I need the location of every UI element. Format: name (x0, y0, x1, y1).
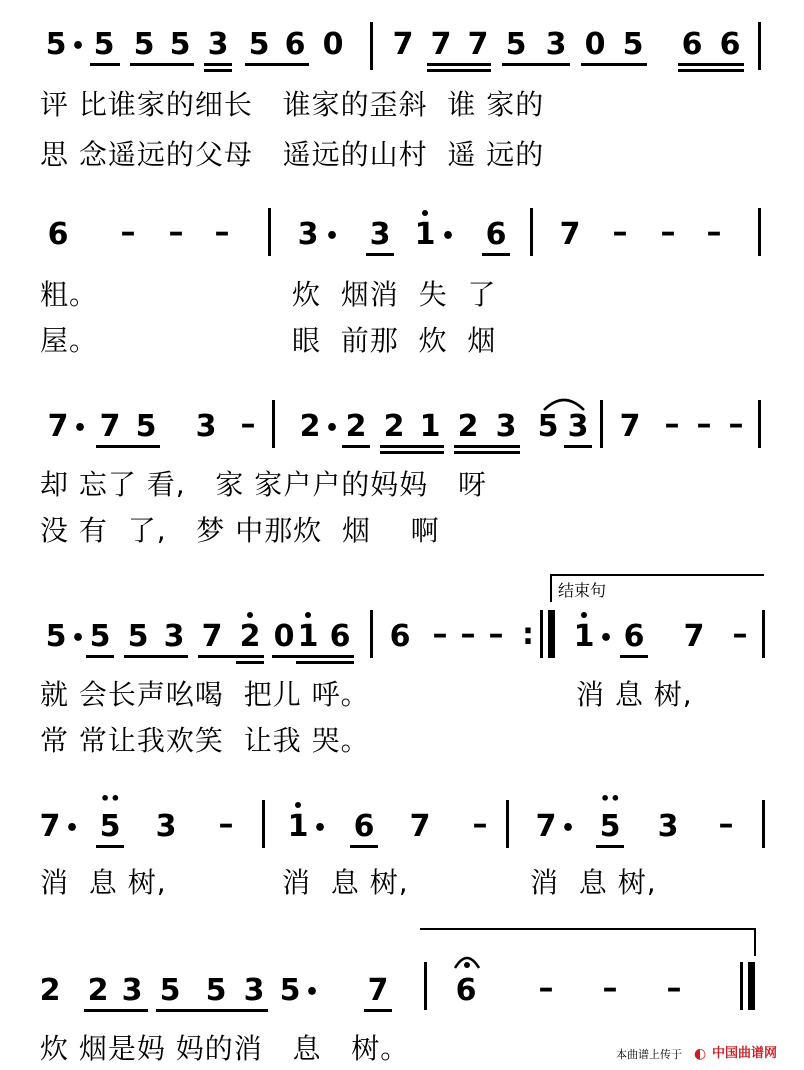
fermata-mark (452, 950, 482, 972)
underline (130, 63, 194, 66)
dash: – (214, 215, 230, 250)
barline (758, 400, 761, 448)
dot: • (324, 416, 340, 441)
octave-dot (247, 612, 253, 618)
note: 7 (392, 27, 414, 62)
barline (506, 800, 509, 848)
note: 7 (47, 409, 69, 444)
note: 7 (409, 809, 431, 844)
octave-dot (295, 802, 301, 808)
barline (758, 208, 761, 256)
ending-bracket (420, 928, 756, 930)
site-logo-icon: ◐ (694, 1046, 707, 1062)
underline (96, 845, 124, 848)
note: 2 (345, 409, 367, 444)
underline (581, 63, 647, 66)
barline (600, 400, 603, 448)
lyric-line: 炊 烟消 失 了 (292, 278, 497, 311)
barline (262, 800, 265, 848)
dash: – (120, 215, 136, 250)
octave-dot (422, 210, 428, 216)
note: 6 (719, 27, 741, 62)
lyric-line: 眼 前那 炊 烟 (292, 324, 497, 357)
ending-bracket-right (754, 928, 756, 956)
note: 6 (623, 619, 645, 654)
underline (84, 1009, 148, 1012)
lyric-line: 屋。 (40, 324, 99, 357)
note: 7 (39, 809, 61, 844)
dot: • (304, 980, 320, 1005)
note: 3 (243, 973, 265, 1008)
dot: • (70, 626, 86, 651)
underline (564, 445, 592, 448)
barline (530, 208, 533, 256)
note: 3 (163, 619, 185, 654)
dot: • (70, 34, 86, 59)
note: 6 (284, 27, 306, 62)
note: 5 (622, 27, 644, 62)
note: 3 (369, 217, 391, 252)
barline-thick (548, 610, 555, 658)
note: 3 (567, 409, 589, 444)
barline (740, 962, 743, 1010)
barline (370, 22, 373, 70)
barline (370, 610, 373, 658)
barline (762, 610, 765, 658)
note: 5 (133, 27, 155, 62)
upload-note: 本曲谱上传于 (616, 1048, 682, 1061)
note: 3 (155, 809, 177, 844)
note: 5 (93, 27, 115, 62)
note: 7 (467, 27, 489, 62)
lyric-line: 消 息 树, (40, 866, 167, 899)
lyric-line: 消 息 树, (576, 678, 693, 711)
dash: – (488, 617, 504, 652)
dash: – (218, 807, 234, 842)
note: 5 (135, 409, 157, 444)
note: 5 (127, 619, 149, 654)
note: 5 (537, 409, 559, 444)
underline (86, 655, 114, 658)
underline (90, 63, 120, 66)
note: 3 (657, 809, 679, 844)
note: 5 (99, 809, 121, 844)
ending-bracket (550, 574, 764, 576)
underline (366, 253, 394, 256)
underline (454, 445, 520, 448)
lyric-line: 思 念遥远的父母 遥远的山村 遥 远的 (40, 138, 545, 171)
underline (342, 445, 370, 448)
dot: • (598, 626, 614, 651)
dash: – (538, 971, 554, 1006)
repeat-dots: : (522, 617, 534, 652)
lyric-line: 常 常让我欢笑 让我 哭。 (40, 724, 370, 757)
lyric-line: 没 有 了, 梦 中那炊 烟 啊 (40, 514, 440, 547)
underline (596, 845, 624, 848)
dash: – (602, 971, 618, 1006)
underline (204, 69, 232, 72)
lyric-line: 消 息 树, (530, 866, 657, 899)
underline (620, 655, 648, 658)
underline (482, 253, 510, 256)
underline (350, 845, 378, 848)
dash: – (240, 407, 256, 442)
octave-dot (305, 612, 311, 618)
note: 5 (248, 27, 270, 62)
barline-thick (748, 962, 755, 1010)
note: 3 (495, 409, 517, 444)
lyric-line: 却 忘了 看, 家 家户户的妈妈 呀 (40, 468, 488, 501)
note: 2 (383, 409, 405, 444)
lyric-line: 炊 烟是妈 妈的消 息 树。 (40, 1032, 410, 1065)
underline (678, 69, 744, 72)
lyric-line: 消 息 树, (282, 866, 409, 899)
dash: – (432, 617, 448, 652)
note: 1 (287, 809, 309, 844)
note: 0 (322, 27, 344, 62)
note: 5 (45, 27, 67, 62)
note: 3 (195, 409, 217, 444)
note: 2 (457, 409, 479, 444)
underline (427, 69, 491, 72)
ending-bracket-left (550, 574, 552, 602)
note: 7 (430, 27, 452, 62)
underline (380, 451, 444, 454)
underline (198, 655, 264, 658)
underline (296, 661, 354, 664)
note: 5 (159, 973, 181, 1008)
note: 3 (121, 973, 143, 1008)
note: 6 (329, 619, 351, 654)
lyric-line: 评 比谁家的细长 谁家的歪斜 谁 家的 (40, 88, 545, 121)
note: 2 (87, 973, 109, 1008)
note: 0 (584, 27, 606, 62)
dash: – (732, 617, 748, 652)
dot: • (560, 816, 576, 841)
dot: • (64, 816, 80, 841)
note: 6 (485, 217, 507, 252)
ending-label: 结束句 (558, 581, 607, 600)
dash: – (718, 807, 734, 842)
note: 7 (99, 409, 121, 444)
site-logo: 中国曲谱网 (712, 1046, 778, 1061)
note: 5 (89, 619, 111, 654)
ornament-mark: •• (100, 789, 121, 808)
slur-mark (540, 392, 588, 414)
underline (678, 63, 744, 66)
lyric-line: 粗。 (40, 278, 99, 311)
dot: • (312, 816, 328, 841)
note: 3 (545, 27, 567, 62)
note: 7 (683, 619, 705, 654)
note: 7 (559, 217, 581, 252)
note: 6 (455, 973, 477, 1008)
note: 5 (205, 973, 227, 1008)
barline (272, 400, 275, 448)
note: 7 (367, 973, 389, 1008)
note: 0 (273, 619, 295, 654)
barline (758, 22, 761, 70)
dash: – (472, 807, 488, 842)
dash: – (664, 407, 680, 442)
dash: – (660, 215, 676, 250)
note: 6 (47, 217, 69, 252)
note: 5 (505, 27, 527, 62)
underline (454, 451, 520, 454)
barline (268, 208, 271, 256)
note: 7 (201, 619, 223, 654)
underline (96, 445, 160, 448)
note: 2 (299, 409, 321, 444)
dash: – (612, 215, 628, 250)
note: 1 (419, 409, 441, 444)
octave-dot (581, 612, 587, 618)
note: 3 (297, 217, 319, 252)
note: 3 (207, 27, 229, 62)
note: 1 (297, 619, 319, 654)
barline (424, 962, 427, 1010)
underline (502, 63, 570, 66)
dot: • (440, 224, 456, 249)
dash: – (168, 215, 184, 250)
underline (380, 445, 444, 448)
barline (540, 610, 543, 658)
note: 5 (169, 27, 191, 62)
underline (156, 1009, 268, 1012)
note: 5 (279, 973, 301, 1008)
dot: • (72, 416, 88, 441)
ornament-mark: •• (600, 789, 621, 808)
underline (204, 63, 232, 66)
underline (364, 1009, 392, 1012)
barline (762, 800, 765, 848)
note: 5 (45, 619, 67, 654)
dash: – (460, 617, 476, 652)
underline (124, 655, 188, 658)
note: 6 (681, 27, 703, 62)
note: 6 (389, 619, 411, 654)
dash: – (706, 215, 722, 250)
dash: – (666, 971, 682, 1006)
underline (427, 63, 491, 66)
note: 2 (39, 973, 61, 1008)
dash: – (728, 407, 744, 442)
underline (236, 661, 264, 664)
note: 7 (619, 409, 641, 444)
underline (245, 63, 309, 66)
note: 6 (353, 809, 375, 844)
underline (272, 655, 354, 658)
note: 7 (535, 809, 557, 844)
note: 5 (599, 809, 621, 844)
note: 1 (414, 217, 436, 252)
note: 1 (573, 619, 595, 654)
dash: – (696, 407, 712, 442)
dot: • (324, 224, 340, 249)
lyric-line: 就 会长声吆喝 把儿 呼。 (40, 678, 370, 711)
note: 2 (239, 619, 261, 654)
